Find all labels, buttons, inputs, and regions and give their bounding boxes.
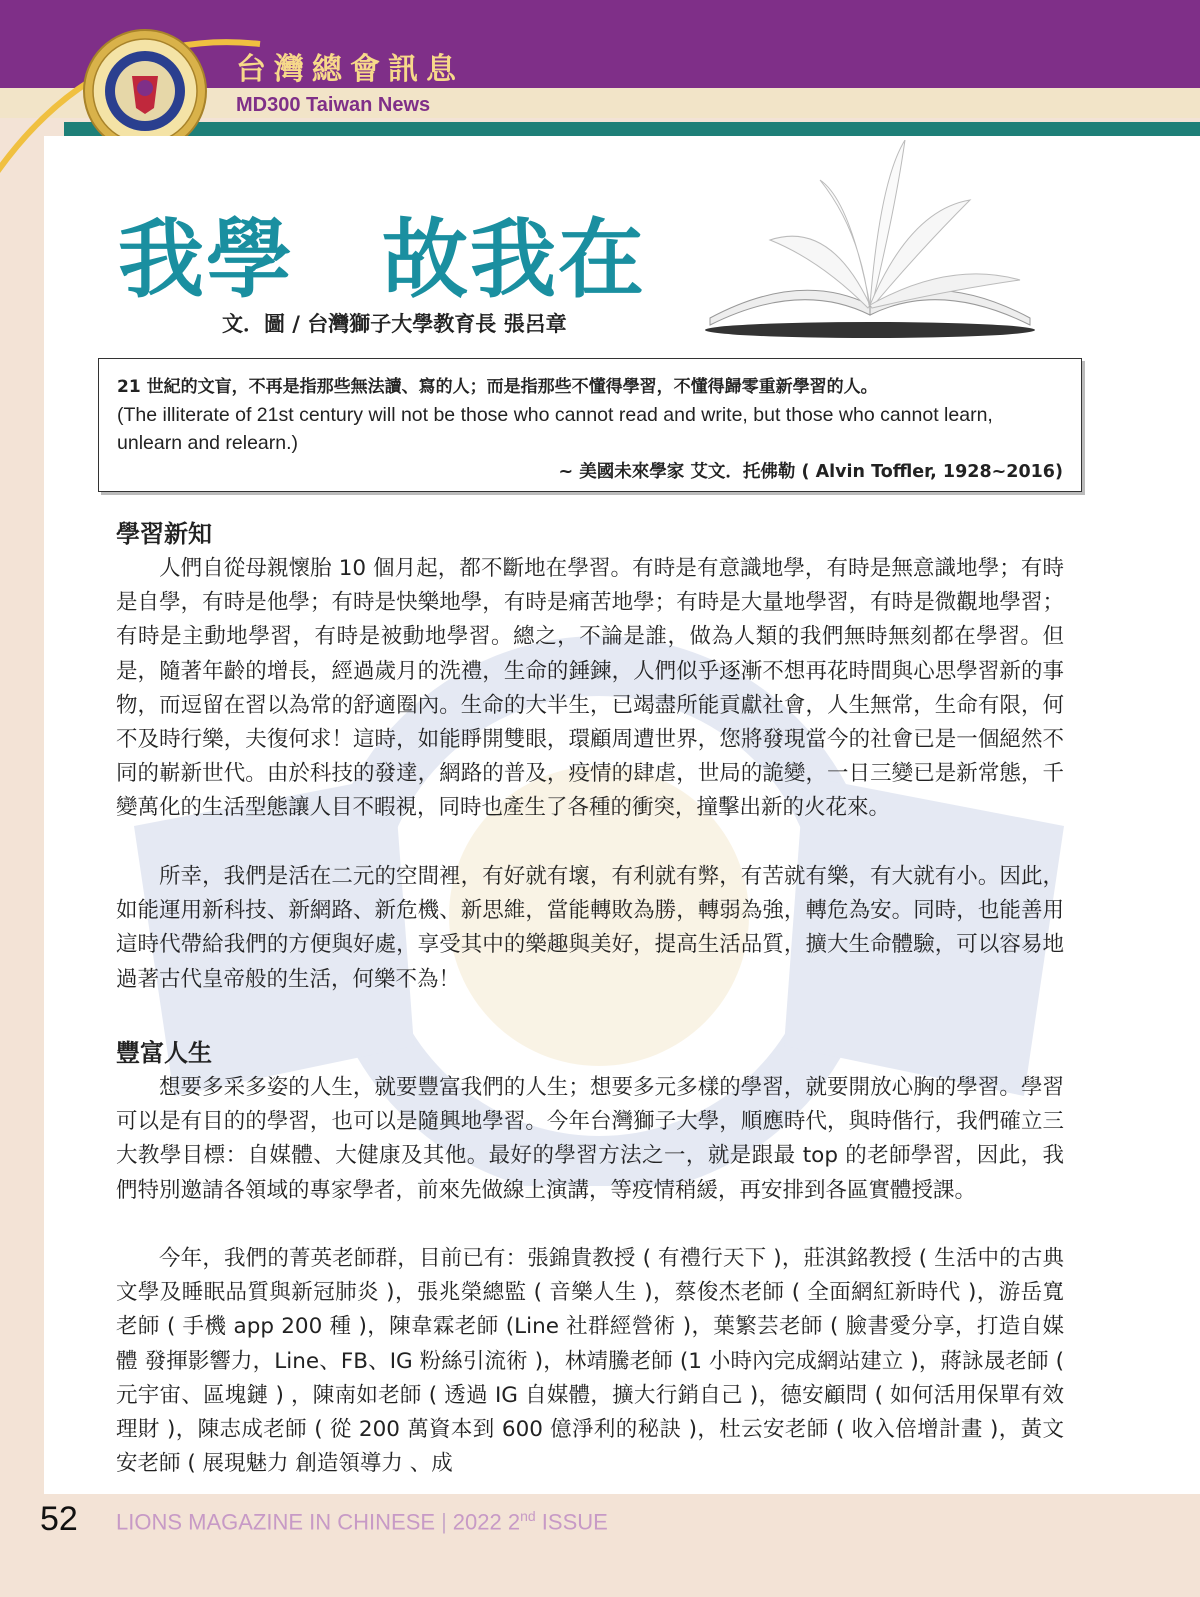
section-title-cn: 台灣總會訊息 [236, 52, 464, 87]
article-title: 我學 故我在 [118, 209, 646, 310]
paragraph: 今年，我們的菁英老師群，目前已有：張錦貴教授 ( 有禮行天下 )，莊淇銘教授 ( 生活中的古典文學及睡眠品質與新冠肺炎 )，張兆榮總監 ( 音樂人生 )，蔡俊杰老師 ( 全面網紅新時代 )，游岳寬老師 ( 手機 app 200 種 )，陳韋霖老師 (Line 社群經營術 )，葉繁芸老師 ( 臉書愛分享，打造自媒體 發揮影響力，Line、FB、IG 粉絲引流術 )，林靖騰老師 (1 小時內完成網站建立 )，蔣詠晟老師 ( 元宇宙、區塊鏈 ) ，陳南如老師 ( 透過 IG 自媒體，擴大行銷自己 )，德安顧問 ( 如何活用保單有效理財 )，陳志成老師 ( 從 200 萬資本到 600 億淨利的秘訣 )，杜云安老師 ( 收入倍增計畫 )，黃文安老師 ( 展現魅力 創造領導力 、成 [116, 1246, 1064, 1477]
section-title-en: MD300 Taiwan News [236, 94, 431, 116]
quote-chinese: 21 世紀的文盲，不再是指那些無法讀、寫的人；而是指那些不懂得學習，不懂得歸零重新學習的人。 [117, 377, 878, 397]
magazine-issue [116, 1508, 608, 1535]
paragraph: 想要多采多姿的人生，就要豐富我們的人生；想要多元多樣的學習，就要開放心胸的學習。學習可以是有目的的學習，也可以是隨興地學習。今年台灣獅子大學，順應時代，與時偕行，我們確立三大教學目標：自媒體、大健康及其他。最好的學習方法之一，就是跟最 top 的老師學習，因此，我們特別邀請各領域的專家學者，前來先做線上演講，等疫情稍緩，再安排到各區實體授課。 [116, 1075, 1064, 1203]
issue-year: 2022 2 [452, 1509, 521, 1535]
paragraph: 所幸，我們是活在二元的空間裡，有好就有壞，有利就有弊，有苦就有樂，有大就有小。因此，如能運用新科技、新網路、新危機、新思維，當能轉敗為勝，轉弱為強，轉危為安。同時，也能善用這時代帶給我們的方便與好處，享受其中的樂趣與美好，提高生活品質，擴大生命體驗，可以容易地過著古代皇帝般的生活，何樂不為！ [116, 864, 1064, 992]
article-credit: 文．圖 / 台灣獅子大學教育長 張呂章 [222, 312, 567, 336]
issue-ordinal: nd [520, 1508, 536, 1524]
quote-box [98, 358, 1082, 492]
quote-source: ~ 美國未來學家 艾文．托佛勒 ( Alvin Toffler, 1928~2016) [558, 462, 1063, 482]
issue-word: ISSUE [541, 1509, 608, 1535]
footer-separator: | [441, 1509, 447, 1535]
magazine-name: LIONS MAGAZINE IN CHINESE [116, 1509, 436, 1535]
page-number: 52 [40, 1500, 78, 1538]
quote-english: (The illiterate of 21st century will not be those who cannot read and write, but those who cannot learn, unlearn and relearn.) [117, 404, 993, 454]
paragraph: 人們自從母親懷胎 10 個月起，都不斷地在學習。有時是有意識地學，有時是無意識地學；有時是自學，有時是他學；有時是快樂地學，有時是痛苦地學；有時是大量地學習，有時是微觀地學習；有時是主動地學習，有時是被動地學習。總之，不論是誰，做為人類的我們無時無刻都在學習。但是，隨著年齡的增長，經過歲月的洗禮，生命的錘鍊，人們似乎逐漸不想再花時間與心思學習新的事物，而逗留在習以為常的舒適圈內。生命的大半生，已竭盡所能貢獻社會，人生無常，生命有限，何不及時行樂，夫復何求！這時，如能睜開雙眼，環顧周遭世界，您將發現當今的社會已是一個絕然不同的嶄新世代。由於科技的發達，網路的普及，疫情的肆虐，世局的詭變，一日三變已是新常態，千變萬化的生活型態讓人目不暇視，同時也產生了各種的衝突，撞擊出新的火花來。 [116, 556, 1064, 821]
open-book-icon [700, 140, 1040, 340]
article-panel [44, 136, 1200, 1494]
section-heading-learning: 學習新知 [116, 520, 212, 548]
section-heading-enrich-life: 豐富人生 [116, 1039, 212, 1067]
